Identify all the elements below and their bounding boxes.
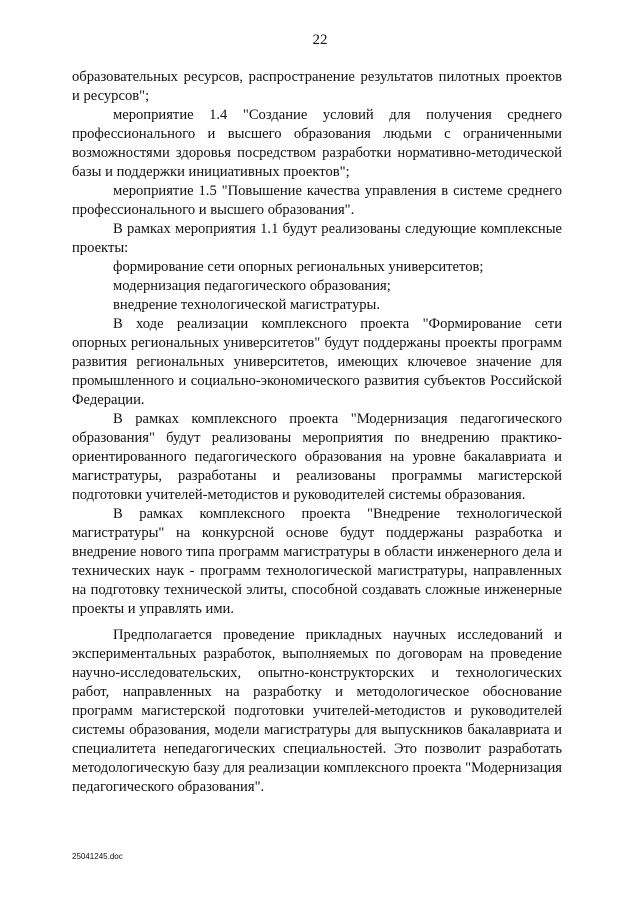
paragraph-10: В рамках комплексного проекта "Внедрение технологической магистратуры" на конкурсной основе будут поддержаны разработка и внедрение нового типа программ магистратуры в области инженерного дела и технических наук - программ технологической магистратуры, направленных на подготовку технической элиты, способной создавать сложные инженерные проекты и управлять ими. xyxy=(72,506,562,617)
page-number: 22 xyxy=(312,32,328,48)
paragraph-6: модернизация педагогического образования; xyxy=(113,278,391,294)
paragraph-5: формирование сети опорных региональных университетов; xyxy=(113,259,484,275)
paragraph-7: внедрение технологической магистратуры. xyxy=(113,297,381,313)
paragraph-4: В рамках мероприятия 1.1 будут реализованы следующие комплексные проекты: xyxy=(72,221,562,256)
paragraph-3: мероприятие 1.5 "Повышение качества управления в системе среднего профессионального и высшего образования". xyxy=(72,183,562,218)
paragraph-1: образовательных ресурсов, распространение результатов пилотных проектов и ресурсов"; xyxy=(72,69,562,104)
paragraph-8: В ходе реализации комплексного проекта "Формирование сети опорных региональных университетов" будут поддержаны проекты программ развития региональных университетов, имеющих ключевое значение для промышленного и социально-экономического развития субъектов Российской Федерации. xyxy=(72,316,562,408)
paragraph-9: В рамках комплексного проекта "Модернизация педагогического образования" будут реализованы мероприятия по внедрению практико-ориентированного педагогического образования на уровне бакалавриата и магистратуры, разработаны и реализованы программы магистерской подготовки учителей-методистов и руководителей системы образования. xyxy=(72,411,562,503)
footer-filename: 25041245.doc xyxy=(72,852,123,861)
document-body xyxy=(72,68,562,797)
paragraph-2: мероприятие 1.4 "Создание условий для получения среднего профессионального и высшего образования людьми с ограниченными возможностями здоровья посредством разработки нормативно-методической базы и поддержки инициативных проектов"; xyxy=(72,107,562,180)
paragraph-11: Предполагается проведение прикладных научных исследований и экспериментальных разработок, выполняемых по договорам на проведение научно-исследовательских, опытно-конструкторских и технологических работ, направленных на разработку и методологическое обоснование программ магистерской подготовки учителей-методистов и руководителей системы образования, модели магистратуры для выпускников бакалавриата и специалитета непедагогических специальностей. Это позволит разработать методологическую базу для реализации комплексного проекта "Модернизация педагогического образования". xyxy=(72,627,562,795)
